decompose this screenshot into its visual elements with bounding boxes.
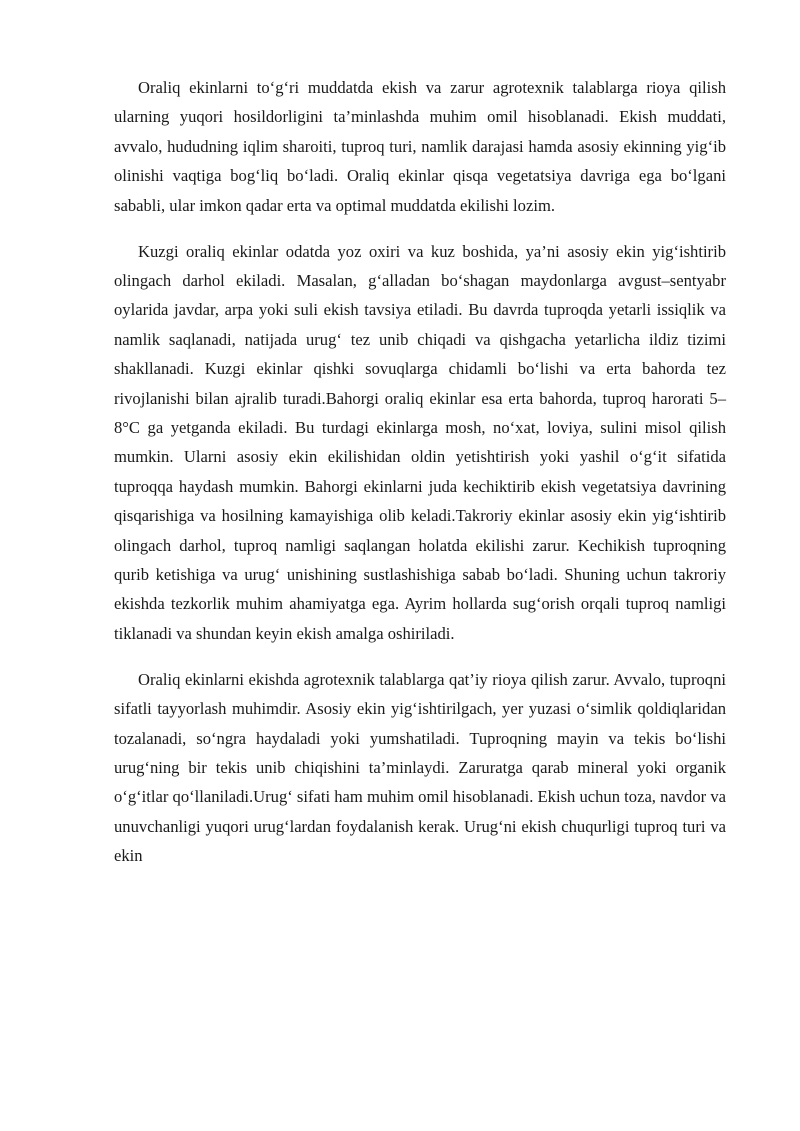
document-body <box>114 73 726 871</box>
paragraph-agrotechnical-requirements: Oraliq ekinlarni ekishda agrotexnik talablarga qat’iy rioya qilish zarur. Avvalo, tuproqni sifatli tayyorlash muhimdir. Asosiy ekin yig‘ishtirilgach, yer yuzasi o‘simlik qoldiqlaridan tozalanadi, so‘ngra haydaladi yoki yumshatiladi. Tuproqning mayin va tekis bo‘lishi urug‘ning bir tekis unib chiqishini ta’minlaydi. Zaruratga qarab mineral yoki organik o‘g‘itlar qo‘llaniladi.Urug‘ sifati ham muhim omil hisoblanadi. Ekish uchun toza, navdor va unuvchanligi yuqori urug‘lardan foydalanish kerak. Urug‘ni ekish chuqurligi tuproq turi va ekin <box>114 669 726 866</box>
paragraph-sowing-time: Oraliq ekinlarni to‘g‘ri muddatda ekish va zarur agrotexnik talablarga rioya qilish ularning yuqori hosildorligini ta’minlashda muhim omil hisoblanadi. Ekish muddati, avvalo, hududning iqlim sharoiti, tuproq turi, namlik darajasi hamda asosiy ekinning yig‘ib olinishi vaqtiga bog‘liq bo‘ladi. Oraliq ekinlar qisqa vegetatsiya davriga ega bo‘lgani sababli, ular imkon qadar erta va optimal muddatda ekilishi lozim. <box>114 78 726 215</box>
paragraph-sowing-seasons: Kuzgi oraliq ekinlar odatda yoz oxiri va kuz boshida, ya’ni asosiy ekin yig‘ishtirib olingach darhol ekiladi. Masalan, g‘alladan bo‘shagan maydonlarga avgust–sentyabr oylarida javdar, arpa yoki suli ekish tavsiya etiladi. Bu davrda tuproqda yetarli issiqlik va namlik saqlanadi, natijada urug‘ tez unib chiqadi va qishgacha yetarlicha ildiz tizimi shakllanadi. Kuzgi ekinlar qishki sovuqlarga chidamli bo‘lishi va erta bahorda tez rivojlanishi bilan ajralib turadi.Bahorgi oraliq ekinlar esa erta bahorda, tuproq harorati 5–8°C ga yetganda ekiladi. Bu turdagi ekinlarga mosh, no‘xat, loviya, sulini misol qilish mumkin. Ularni asosiy ekin ekilishidan oldin yetishtirish yoki yashil o‘g‘it sifatida tuproqqa haydash mumkin. Bahorgi ekinlarni juda kechiktirib ekish vegetatsiya davrining qisqarishiga va hosilning kamayishiga olib keladi.Takroriy ekinlar asosiy ekin yig‘ishtirib olingach darhol, tuproq namligi saqlangan holatda ekilishi zarur. Kechikish tuproqning qurib ketishiga va urug‘ unishining sustlashishiga sabab bo‘ladi. Shuning uchun takroriy ekishda tezkorlik muhim ahamiyatga ega. Ayrim hollarda sug‘orish orqali tuproq namligi tiklanadi va shundan keyin ekish amalga oshiriladi. <box>114 241 726 643</box>
